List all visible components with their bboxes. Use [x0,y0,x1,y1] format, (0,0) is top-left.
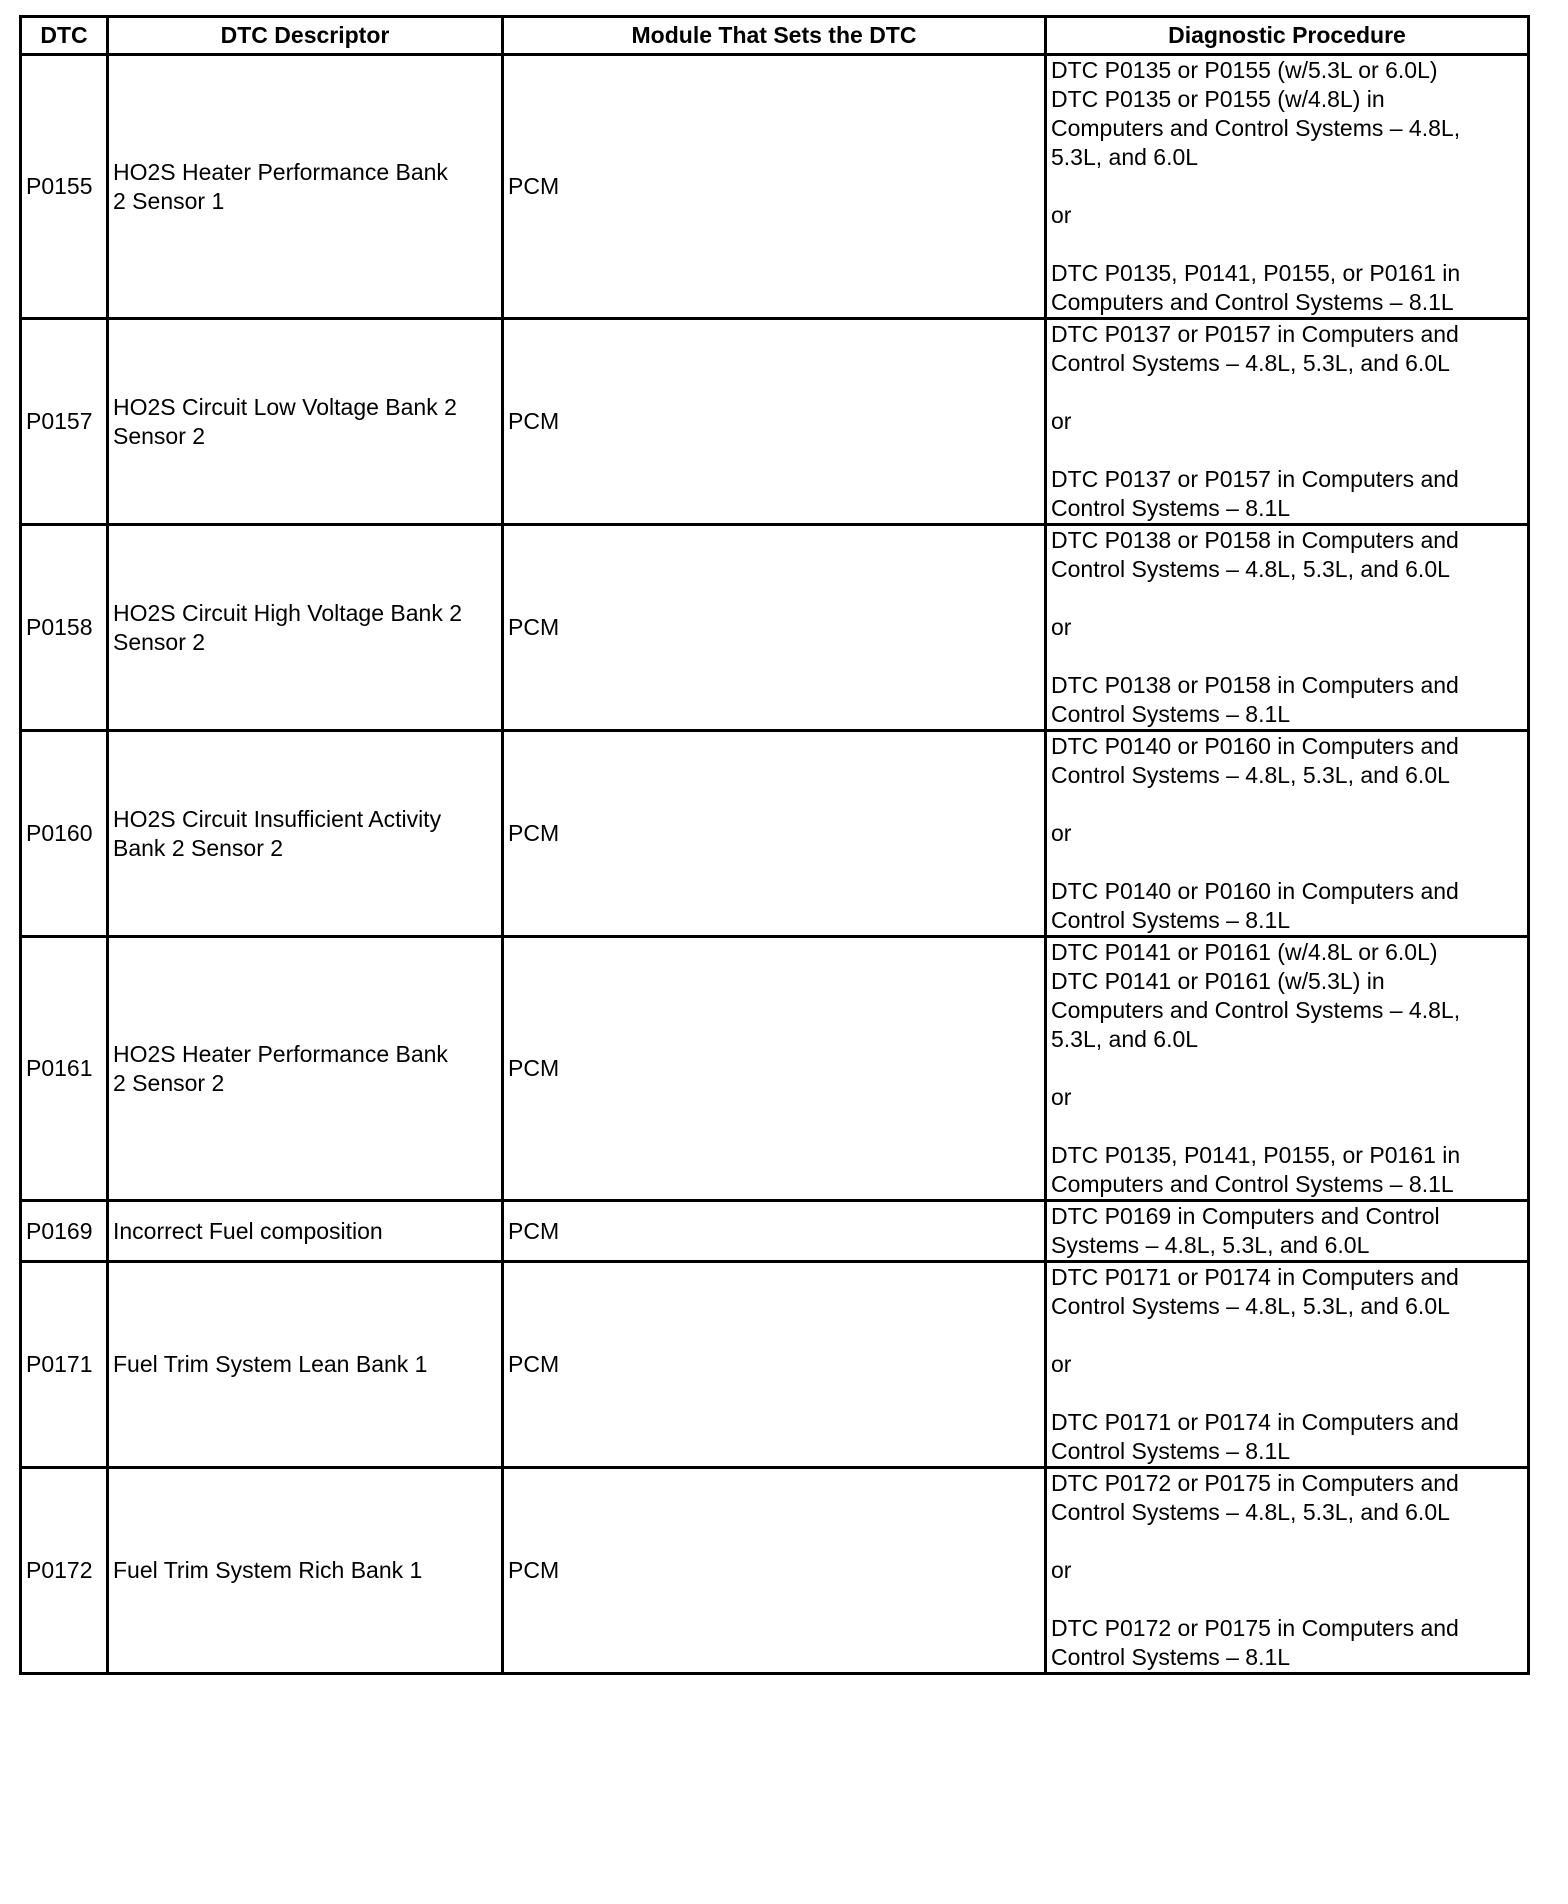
procedure-spacer [1051,1321,1523,1350]
procedure-line: DTC P0138 or P0158 in Computers and [1051,672,1459,698]
procedure-line: Computers and Control Systems – 4.8L, [1051,115,1461,141]
module-cell: PCM [503,55,1046,319]
diagnostic-procedure-cell [1046,55,1529,319]
procedure-line: DTC P0140 or P0160 in Computers and [1051,878,1459,904]
module-cell: PCM [503,1468,1046,1674]
procedure-spacer [1051,1379,1523,1408]
procedure-line: or [1051,1084,1072,1110]
procedure-line: Systems – 4.8L, 5.3L, and 6.0L [1051,1232,1370,1258]
dtc-descriptor-cell [108,937,503,1201]
header-dtc: DTC [21,17,108,55]
procedure-line: Computers and Control Systems – 8.1L [1051,289,1454,315]
descriptor-line: 2 Sensor 2 [113,1069,225,1096]
procedure-line: DTC P0141 or P0161 (w/4.8L or 6.0L) [1051,939,1438,965]
descriptor-line: HO2S Circuit High Voltage Bank 2 [113,599,463,626]
procedure-spacer [1051,790,1523,819]
header-procedure: Diagnostic Procedure [1046,17,1529,55]
procedure-line: DTC P0135 or P0155 (w/5.3L or 6.0L) [1051,57,1438,83]
descriptor-line: Bank 2 Sensor 2 [113,834,284,861]
descriptor-line: Incorrect Fuel composition [113,1217,383,1244]
procedure-line: 5.3L, and 6.0L [1051,144,1199,170]
procedure-line: DTC P0137 or P0157 in Computers and [1051,466,1459,492]
descriptor-line: 2 Sensor 1 [113,187,225,214]
procedure-line: DTC P0172 or P0175 in Computers and [1051,1470,1459,1496]
dtc-descriptor-cell [108,319,503,525]
descriptor-line: HO2S Circuit Insufficient Activity [113,805,442,832]
header-module: Module That Sets the DTC [503,17,1046,55]
procedure-line: DTC P0135, P0141, P0155, or P0161 in [1051,260,1461,286]
procedure-line: DTC P0138 or P0158 in Computers and [1051,527,1459,553]
procedure-spacer [1051,1527,1523,1556]
procedure-line: Control Systems – 4.8L, 5.3L, and 6.0L [1051,762,1450,788]
procedure-spacer [1051,1112,1523,1141]
procedure-spacer [1051,1054,1523,1083]
dtc-descriptor-cell [108,525,503,731]
dtc-code-cell: P0158 [21,525,108,731]
procedure-line: or [1051,408,1072,434]
table-row [21,731,1529,937]
diagnostic-procedure-cell [1046,731,1529,937]
dtc-descriptor-cell [108,1201,503,1262]
diagnostic-procedure-cell [1046,1201,1529,1262]
procedure-line: Control Systems – 8.1L [1051,907,1291,933]
dtc-descriptor-cell [108,1262,503,1468]
diagnostic-procedure-cell [1046,1262,1529,1468]
module-cell: PCM [503,937,1046,1201]
dtc-table [19,15,1530,1675]
descriptor-line: Fuel Trim System Lean Bank 1 [113,1351,428,1377]
procedure-line: DTC P0171 or P0174 in Computers and [1051,1409,1459,1435]
procedure-line: DTC P0171 or P0174 in Computers and [1051,1264,1459,1290]
procedure-line: Control Systems – 4.8L, 5.3L, and 6.0L [1051,350,1450,376]
table-body [21,55,1529,1674]
procedure-line: or [1051,614,1072,640]
procedure-line: or [1051,1351,1072,1377]
procedure-line: DTC P0169 in Computers and Control [1051,1203,1440,1229]
procedure-line: DTC P0140 or P0160 in Computers and [1051,733,1459,759]
procedure-line: Control Systems – 4.8L, 5.3L, and 6.0L [1051,556,1450,582]
dtc-descriptor-cell [108,1468,503,1674]
procedure-line: 5.3L, and 6.0L [1051,1026,1199,1052]
table-header [21,17,1529,55]
procedure-line: or [1051,202,1072,228]
module-cell: PCM [503,319,1046,525]
table-row [21,937,1529,1201]
procedure-line: Computers and Control Systems – 8.1L [1051,1171,1454,1197]
procedure-spacer [1051,230,1523,259]
diagnostic-procedure-cell [1046,937,1529,1201]
procedure-line: Control Systems – 4.8L, 5.3L, and 6.0L [1051,1499,1450,1525]
dtc-code-cell: P0169 [21,1201,108,1262]
procedure-line: DTC P0135 or P0155 (w/4.8L) in [1051,86,1385,112]
module-cell: PCM [503,525,1046,731]
procedure-spacer [1051,642,1523,671]
procedure-spacer [1051,378,1523,407]
descriptor-line: HO2S Heater Performance Bank [113,158,448,185]
diagnostic-procedure-cell [1046,319,1529,525]
procedure-line: Control Systems – 8.1L [1051,1644,1291,1670]
procedure-line: Control Systems – 8.1L [1051,495,1291,521]
procedure-line: or [1051,1557,1072,1583]
table-row [21,1262,1529,1468]
dtc-code-cell: P0171 [21,1262,108,1468]
descriptor-line: Fuel Trim System Rich Bank 1 [113,1557,423,1583]
module-cell: PCM [503,731,1046,937]
procedure-line: DTC P0172 or P0175 in Computers and [1051,1615,1459,1641]
diagnostic-procedure-cell [1046,525,1529,731]
descriptor-line: Sensor 2 [113,422,206,449]
procedure-line: DTC P0141 or P0161 (w/5.3L) in [1051,968,1385,994]
descriptor-line: HO2S Circuit Low Voltage Bank 2 [113,393,457,420]
procedure-spacer [1051,172,1523,201]
header-descriptor: DTC Descriptor [108,17,503,55]
table-row [21,55,1529,319]
procedure-spacer [1051,584,1523,613]
procedure-line: Control Systems – 8.1L [1051,1438,1291,1464]
dtc-code-cell: P0161 [21,937,108,1201]
dtc-code-cell: P0172 [21,1468,108,1674]
procedure-spacer [1051,1585,1523,1614]
table-row [21,319,1529,525]
module-cell: PCM [503,1201,1046,1262]
module-cell: PCM [503,1262,1046,1468]
descriptor-line: Sensor 2 [113,628,206,655]
dtc-code-cell: P0157 [21,319,108,525]
procedure-line: Control Systems – 8.1L [1051,701,1291,727]
procedure-line: DTC P0135, P0141, P0155, or P0161 in [1051,1142,1461,1168]
descriptor-line: HO2S Heater Performance Bank [113,1040,448,1067]
procedure-line: DTC P0137 or P0157 in Computers and [1051,321,1459,347]
procedure-spacer [1051,848,1523,877]
procedure-line: Computers and Control Systems – 4.8L, [1051,997,1461,1023]
header-row [21,17,1529,55]
diagnostic-procedure-cell [1046,1468,1529,1674]
table-row [21,525,1529,731]
table-row [21,1201,1529,1262]
table-row [21,1468,1529,1674]
dtc-descriptor-cell [108,731,503,937]
procedure-line: Control Systems – 4.8L, 5.3L, and 6.0L [1051,1293,1450,1319]
dtc-code-cell: P0155 [21,55,108,319]
dtc-descriptor-cell [108,55,503,319]
procedure-line: or [1051,820,1072,846]
dtc-code-cell: P0160 [21,731,108,937]
procedure-spacer [1051,436,1523,465]
